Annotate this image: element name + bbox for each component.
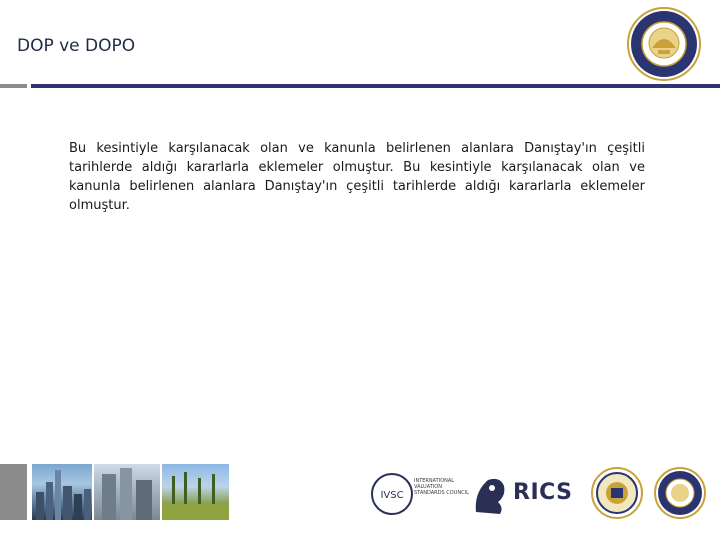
rics-wordmark: RICS <box>513 480 573 505</box>
footer-university-seal-logo <box>653 466 707 520</box>
city-skyline-photo <box>32 464 92 520</box>
rics-lion-icon <box>470 472 510 516</box>
footer-seal-gold-logo <box>590 466 644 520</box>
ivsc-caption: INTERNATIONAL VALUATION STANDARDS COUNCIL <box>414 478 469 496</box>
footer-banner <box>0 464 720 540</box>
partner-logos <box>360 464 720 524</box>
ivsc-mark: IVSC <box>380 490 404 501</box>
footer-gray-bar <box>0 464 27 520</box>
slide-title: DOP ve DOPO <box>17 36 136 56</box>
university-seal-logo <box>626 6 702 82</box>
title-rule-navy <box>31 84 720 88</box>
body-paragraph: Bu kesintiyle karşılanacak olan ve kanunla belirlenen alanlara Danıştay'ın çeşitli tarihlerde aldığı kararlarla eklemeler olmuştur. Bu kesintiyle karşılanacak olan ve kanunla belirlenen alanlara Danıştay'ın çeşitli tarihlerde aldığı kararlarla eklemeler olmuştur. <box>69 141 645 213</box>
ivsc-logo <box>370 472 414 516</box>
title-rule-gray <box>0 84 27 88</box>
office-towers-photo <box>94 464 160 520</box>
countryside-photo <box>162 464 229 520</box>
